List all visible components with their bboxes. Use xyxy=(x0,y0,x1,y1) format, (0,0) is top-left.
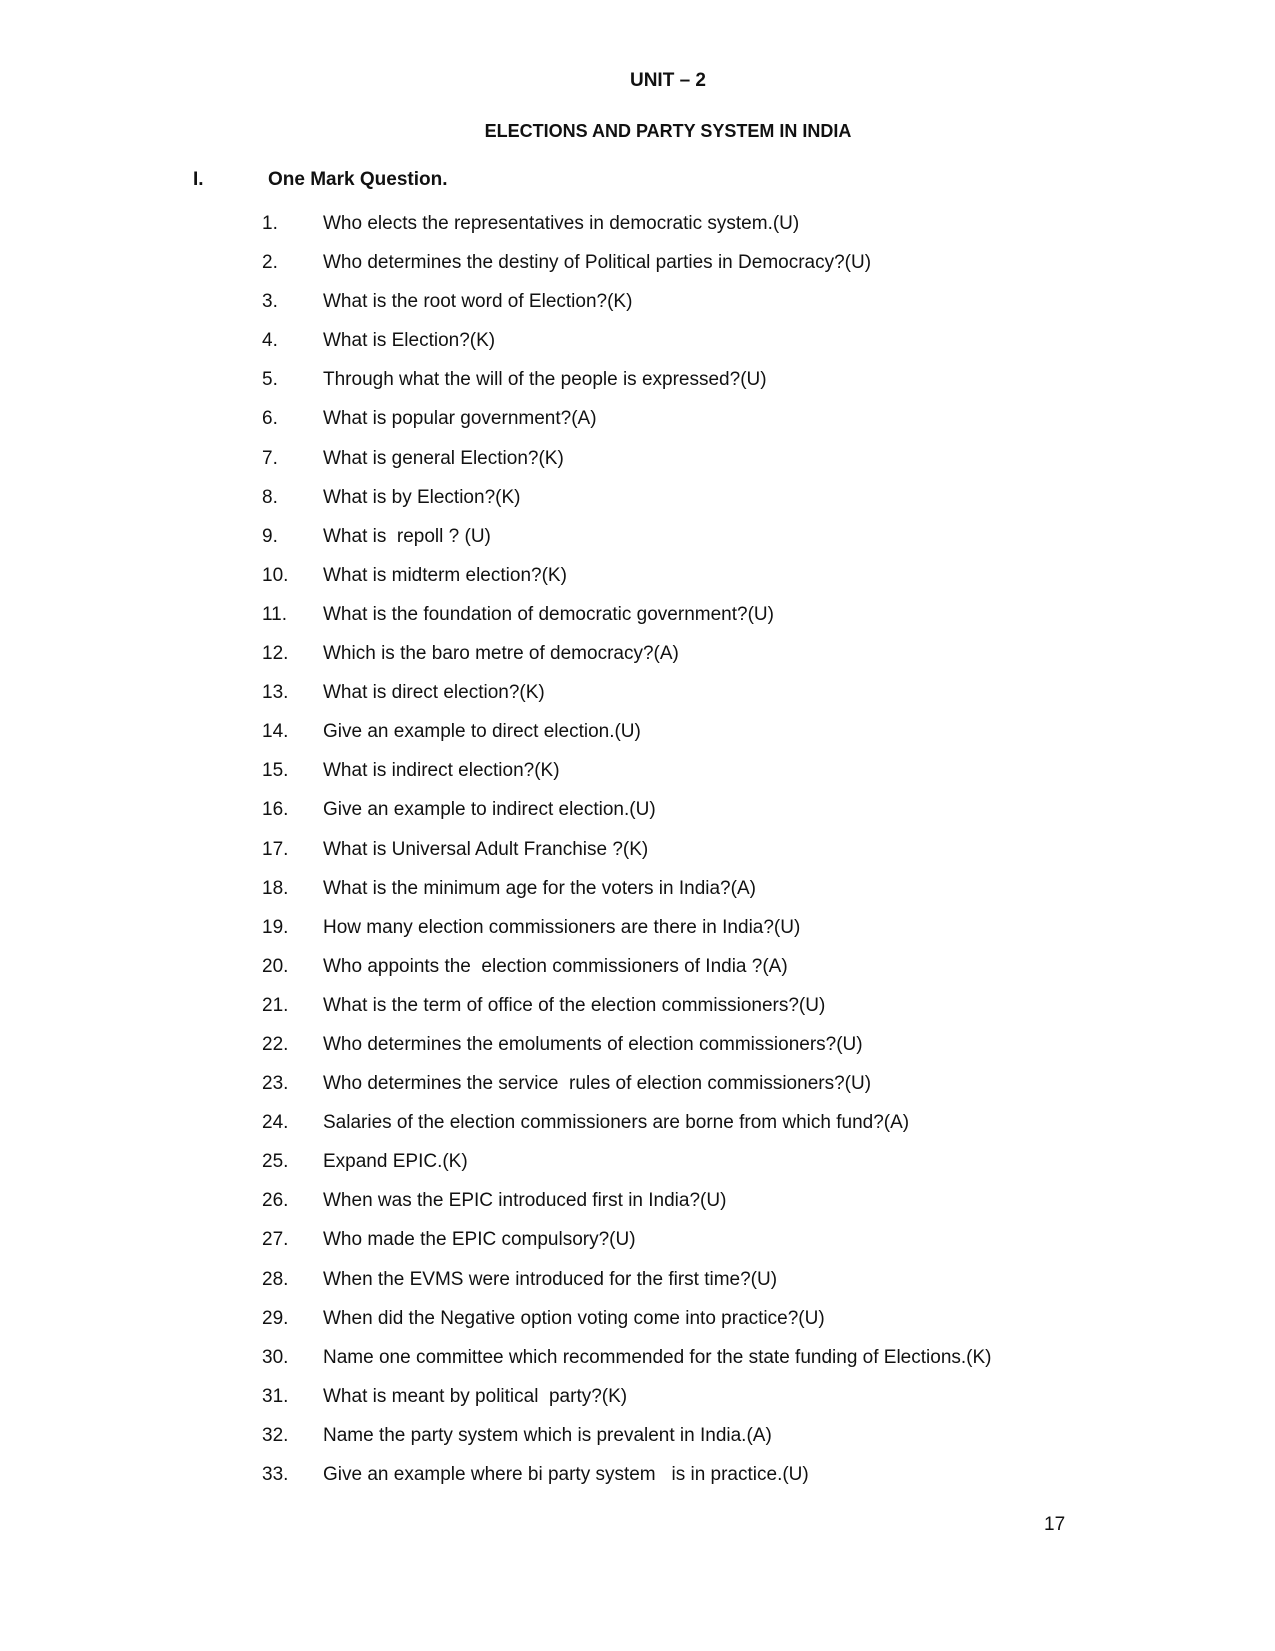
question-number: 13. xyxy=(262,682,289,704)
question-item xyxy=(0,790,1275,829)
question-item xyxy=(0,634,1275,673)
question-item xyxy=(0,204,1275,243)
question-item xyxy=(0,439,1275,478)
question-item xyxy=(0,360,1275,399)
question-number: 14. xyxy=(262,721,289,743)
question-item xyxy=(0,399,1275,438)
question-text: Who elects the representatives in democratic system.(U) xyxy=(323,213,800,234)
question-number: 16. xyxy=(262,799,289,821)
question-number: 32. xyxy=(262,1424,289,1446)
question-number: 19. xyxy=(262,916,289,938)
question-item xyxy=(0,947,1275,986)
page-number: 17 xyxy=(1044,1514,1066,1535)
question-item xyxy=(0,517,1275,556)
question-item xyxy=(0,1064,1275,1103)
question-text: Give an example where bi party system is in practice.(U) xyxy=(323,1464,809,1485)
question-text: Salaries of the election commissioners are borne from which fund?(A) xyxy=(323,1112,910,1134)
question-text: Name the party system which is prevalent in India.(A) xyxy=(323,1424,772,1446)
question-text: What is Universal Adult Franchise ?(K) xyxy=(323,838,649,860)
question-number: 22. xyxy=(262,1033,289,1055)
question-number: 10. xyxy=(262,564,289,586)
question-number: 24. xyxy=(262,1112,289,1134)
question-number: 3. xyxy=(262,291,278,313)
question-number: 20. xyxy=(262,955,289,977)
question-text: Through what the will of the people is expressed?(U) xyxy=(323,369,767,391)
question-text: Who determines the service rules of election commissioners?(U) xyxy=(323,1073,872,1095)
question-number: 23. xyxy=(262,1073,289,1095)
question-text: Name one committee which recommended for the state funding of Elections.(K) xyxy=(323,1346,992,1368)
question-number: 31. xyxy=(262,1385,289,1407)
question-item xyxy=(0,830,1275,869)
question-number: 1. xyxy=(262,213,278,234)
question-item xyxy=(0,1142,1275,1181)
question-list xyxy=(0,204,1275,1494)
question-number: 11. xyxy=(262,603,288,625)
question-number: 9. xyxy=(262,525,278,547)
chapter-title: ELECTIONS AND PARTY SYSTEM IN INDIA xyxy=(484,121,852,141)
question-text: What is Election?(K) xyxy=(323,330,496,352)
question-text: What is meant by political party?(K) xyxy=(323,1385,628,1407)
question-text: Give an example to direct election.(U) xyxy=(323,721,641,743)
question-text: What is direct election?(K) xyxy=(323,682,545,704)
question-item xyxy=(0,595,1275,634)
question-item xyxy=(0,986,1275,1025)
question-item xyxy=(0,321,1275,360)
question-number: 25. xyxy=(262,1151,289,1173)
question-item xyxy=(0,1455,1275,1494)
question-text: Who made the EPIC compulsory?(U) xyxy=(323,1229,636,1251)
section-heading: One Mark Question. xyxy=(268,169,448,190)
question-number: 21. xyxy=(262,994,289,1016)
question-item xyxy=(0,1181,1275,1220)
question-item xyxy=(0,243,1275,282)
question-number: 33. xyxy=(262,1464,289,1485)
question-number: 4. xyxy=(262,330,278,352)
question-text: What is popular government?(A) xyxy=(323,408,597,430)
question-text: When was the EPIC introduced first in India?(U) xyxy=(323,1190,727,1212)
question-item xyxy=(0,1377,1275,1416)
question-text: Who determines the destiny of Political parties in Democracy?(U) xyxy=(323,252,872,274)
question-number: 30. xyxy=(262,1346,289,1368)
unit-title: UNIT – 2 xyxy=(629,70,707,91)
question-number: 28. xyxy=(262,1268,289,1290)
question-item xyxy=(0,869,1275,908)
question-number: 6. xyxy=(262,408,278,430)
question-item xyxy=(0,1299,1275,1338)
question-text: How many election commissioners are there in India?(U) xyxy=(323,916,801,938)
question-item xyxy=(0,712,1275,751)
question-text: When did the Negative option voting come into practice?(U) xyxy=(323,1307,825,1329)
question-number: 15. xyxy=(262,760,289,782)
question-item xyxy=(0,556,1275,595)
question-text: What is the root word of Election?(K) xyxy=(323,291,633,313)
question-item xyxy=(0,478,1275,517)
question-item xyxy=(0,673,1275,712)
question-item xyxy=(0,1025,1275,1064)
question-text: Which is the baro metre of democracy?(A) xyxy=(323,643,679,665)
question-number: 5. xyxy=(262,369,278,391)
question-number: 18. xyxy=(262,877,289,899)
question-item xyxy=(0,1220,1275,1259)
section-number: I. xyxy=(193,169,204,190)
question-number: 17. xyxy=(262,838,289,860)
question-text: Who appoints the election commissioners of India ?(A) xyxy=(323,955,788,977)
question-number: 29. xyxy=(262,1307,289,1329)
question-text: Expand EPIC.(K) xyxy=(323,1151,468,1173)
question-text: What is midterm election?(K) xyxy=(323,564,567,586)
question-text: What is general Election?(K) xyxy=(323,447,564,469)
question-item xyxy=(0,1103,1275,1142)
question-text: What is the term of office of the election commissioners?(U) xyxy=(323,994,826,1016)
question-text: Give an example to indirect election.(U) xyxy=(323,799,656,821)
question-number: 7. xyxy=(262,447,278,469)
question-item xyxy=(0,751,1275,790)
question-item xyxy=(0,908,1275,947)
question-text: What is the foundation of democratic government?(U) xyxy=(323,603,774,625)
question-number: 26. xyxy=(262,1190,289,1212)
question-number: 8. xyxy=(262,486,278,508)
question-text: What is the minimum age for the voters in India?(A) xyxy=(323,877,756,899)
question-text: Who determines the emoluments of election commissioners?(U) xyxy=(323,1033,863,1055)
question-text: What is indirect election?(K) xyxy=(323,760,560,782)
question-number: 2. xyxy=(262,252,278,274)
question-text: When the EVMS were introduced for the first time?(U) xyxy=(323,1268,778,1290)
question-text: What is by Election?(K) xyxy=(323,486,521,508)
question-text: What is repoll ? (U) xyxy=(323,525,491,547)
question-number: 12. xyxy=(262,643,289,665)
question-item xyxy=(0,1338,1275,1377)
question-item xyxy=(0,1416,1275,1455)
question-number: 27. xyxy=(262,1229,289,1251)
question-item xyxy=(0,1260,1275,1299)
question-item xyxy=(0,282,1275,321)
